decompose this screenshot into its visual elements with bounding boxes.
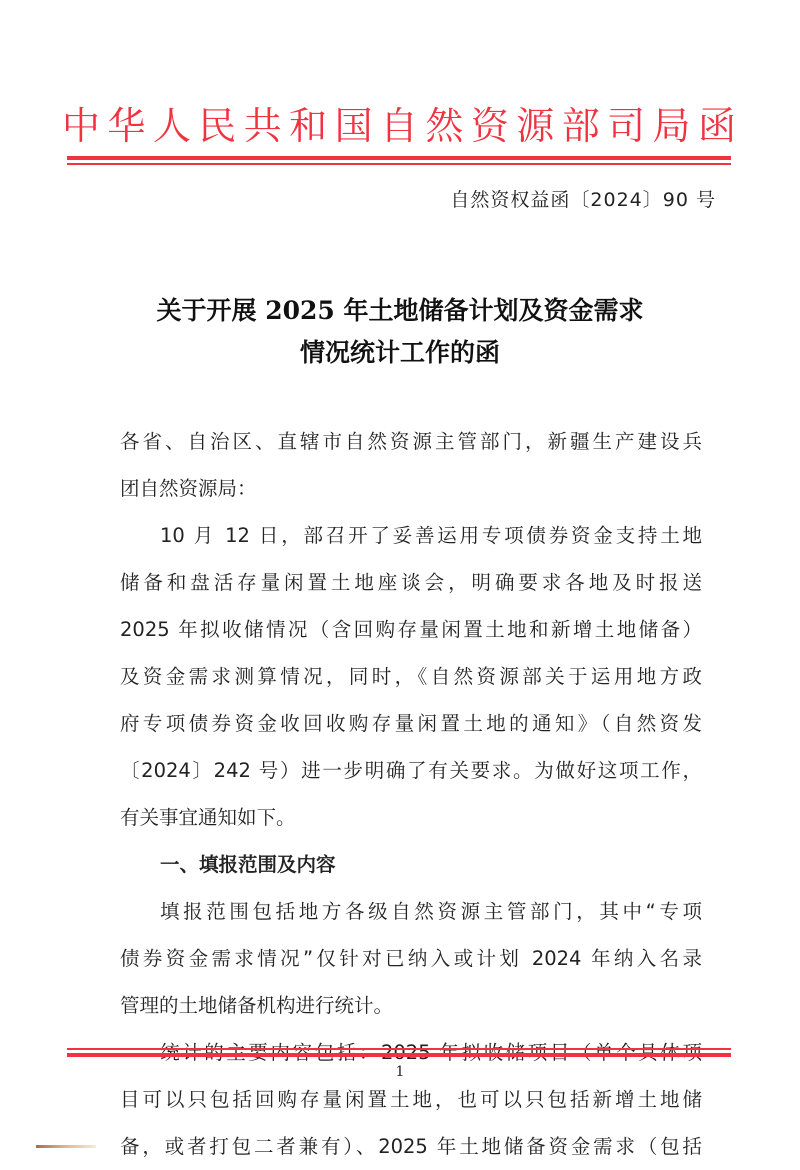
- salutation-line-2: 团自然资源局：: [120, 477, 257, 500]
- document-title-line-2: 情况统计工作的函: [299, 338, 500, 367]
- paragraph-line: 目可以只包括回购存量闲置土地，也可以只包括新增土地储: [120, 1088, 702, 1111]
- section-heading-1: 一、填报范围及内容: [160, 853, 336, 876]
- letterhead-title: 中华人民共和国自然资源部司局函: [62, 104, 738, 148]
- letterhead-rule-thick: [67, 156, 731, 160]
- document-number: 自然资权益函〔2024〕90 号: [450, 189, 716, 211]
- paragraph-line: 有关事宜通知如下。: [120, 806, 296, 829]
- paragraph-line: 债券资金需求情况”仅针对已纳入或计划 2024 年纳入名录: [120, 947, 702, 970]
- document-title-line-1: 关于开展 2025 年土地储备计划及资金需求: [156, 296, 644, 325]
- footer-rule-thin: [67, 1048, 731, 1050]
- paragraph-line: 管理的土地储备机构进行统计。: [120, 994, 394, 1017]
- paragraph-line: 储备和盘活存量闲置土地座谈会，明确要求各地及时报送: [120, 571, 702, 594]
- letterhead-rule-thin: [67, 163, 731, 165]
- paragraph-line: 及资金需求测算情况，同时，《自然资源部关于运用地方政: [120, 665, 702, 688]
- paragraph-line: 10 月 12 日，部召开了妥善运用专项债券资金支持土地: [160, 524, 702, 547]
- paragraph-line: 2025 年拟收储情况（含回购存量闲置土地和新增土地储备）: [120, 618, 702, 641]
- paragraph-line: 府专项债券资金收回收购存量闲置土地的通知》（自然资发: [120, 712, 702, 735]
- salutation-line-1: 各省、自治区、直辖市自然资源主管部门，新疆生产建设兵: [120, 430, 702, 453]
- paragraph-line: 备，或者打包二者兼有）、2025 年土地储备资金需求（包括: [120, 1135, 702, 1158]
- footer-rule-thick: [67, 1053, 731, 1057]
- page-number: 1: [395, 1064, 405, 1080]
- paragraph-line: 〔2024〕242 号）进一步明确了有关要求。为做好这项工作，: [120, 759, 702, 782]
- document-title: [100, 290, 700, 374]
- paragraph-line: 填报范围包括地方各级自然资源主管部门，其中“专项: [160, 900, 702, 923]
